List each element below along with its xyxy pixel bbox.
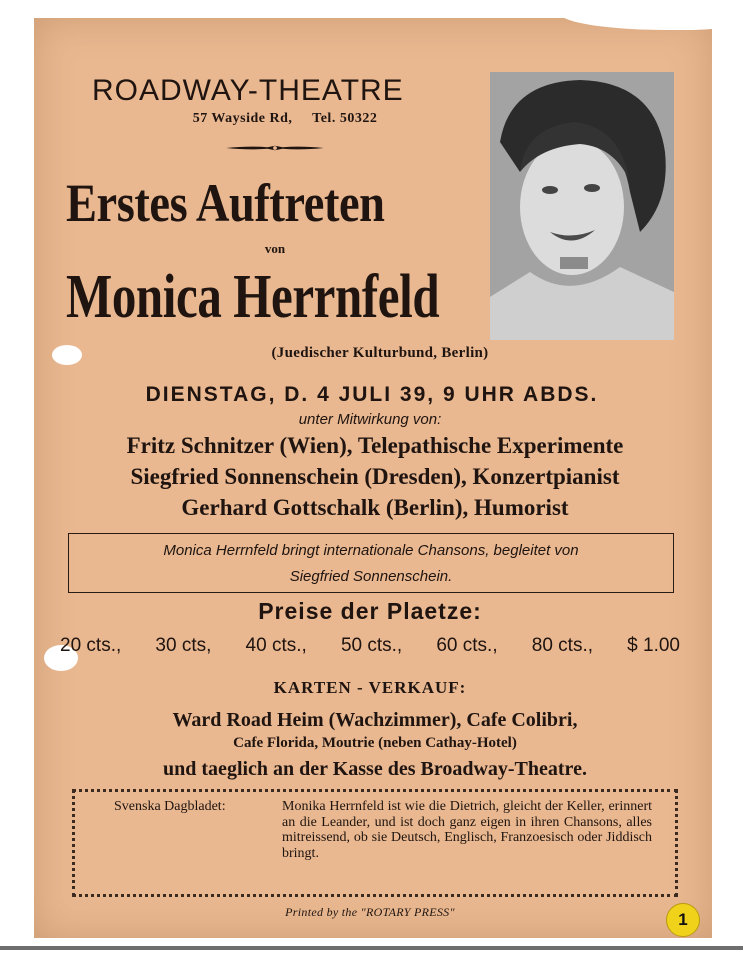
theatre-name: ROADWAY-THEATRE	[92, 74, 404, 107]
price-item: 80 cts.,	[531, 635, 594, 656]
telephone: Tel. 50322	[312, 111, 378, 126]
ticket-location-line: Cafe Florida, Moutrie (neben Cathay-Hotel)	[233, 735, 517, 751]
printer-credit: Printed by the "ROTARY PRESS"	[285, 905, 455, 919]
page-number-badge: 1	[666, 903, 700, 937]
von-label: von	[264, 241, 286, 256]
price-item: 50 cts.,	[340, 635, 403, 656]
address: 57 Wayside Rd,	[192, 111, 293, 126]
headline: Erstes Auftreten	[66, 173, 385, 233]
price-item: 20 cts.,	[60, 635, 122, 656]
review-source: Svenska Dagbladet:	[114, 799, 226, 814]
price-item: 30 cts,	[155, 635, 212, 656]
artist-line: Fritz Schnitzer (Wien), Telepathische Experimente	[126, 433, 624, 458]
paper-tear-left	[52, 345, 82, 365]
performer-portrait	[490, 72, 674, 340]
tickets-title: KARTEN - VERKAUF:	[273, 678, 467, 697]
price-list	[60, 635, 680, 657]
address-line	[110, 111, 460, 127]
price-item: 40 cts.,	[245, 635, 307, 656]
price-item: 60 cts.,	[436, 635, 498, 656]
review-quote: Monika Herrnfeld ist wie die Dietrich, gleicht der Keller, erinnert an die Leander, und ist doch ganz eigen in ihren Chansons, alles mitreissend, ob sie Deutsch, Englisch, Franzoesisch oder Jiddisch bringt.	[282, 799, 652, 861]
chanson-note-line1: Monica Herrnfeld bringt internationale Chansons, begleitet von	[163, 542, 579, 559]
prices-title: Preise der Plaetze:	[258, 598, 482, 624]
artist-line: Gerhard Gottschalk (Berlin), Humorist	[181, 495, 569, 520]
artist-line: Siegfried Sonnenschein (Dresden), Konzertpianist	[130, 464, 620, 489]
unter-mitwirkung-label: unter Mitwirkung von:	[298, 411, 442, 428]
price-item: $ 1.00	[627, 635, 680, 656]
ornament-divider	[210, 145, 340, 151]
event-date: DIENSTAG, D. 4 JULI 39, 9 UHR ABDS.	[145, 383, 599, 406]
scan-edge	[0, 946, 743, 950]
ticket-location-line: Ward Road Heim (Wachzimmer), Cafe Colibri,	[172, 709, 578, 731]
chanson-note-line2: Siegfried Sonnenschein.	[289, 568, 453, 585]
performer-name: Monica Herrnfeld	[66, 263, 440, 331]
ticket-location-line: und taeglich an der Kasse des Broadway-Theatre.	[163, 758, 587, 780]
chanson-note-box	[68, 533, 674, 593]
organization: (Juedischer Kulturbund, Berlin)	[271, 345, 489, 361]
